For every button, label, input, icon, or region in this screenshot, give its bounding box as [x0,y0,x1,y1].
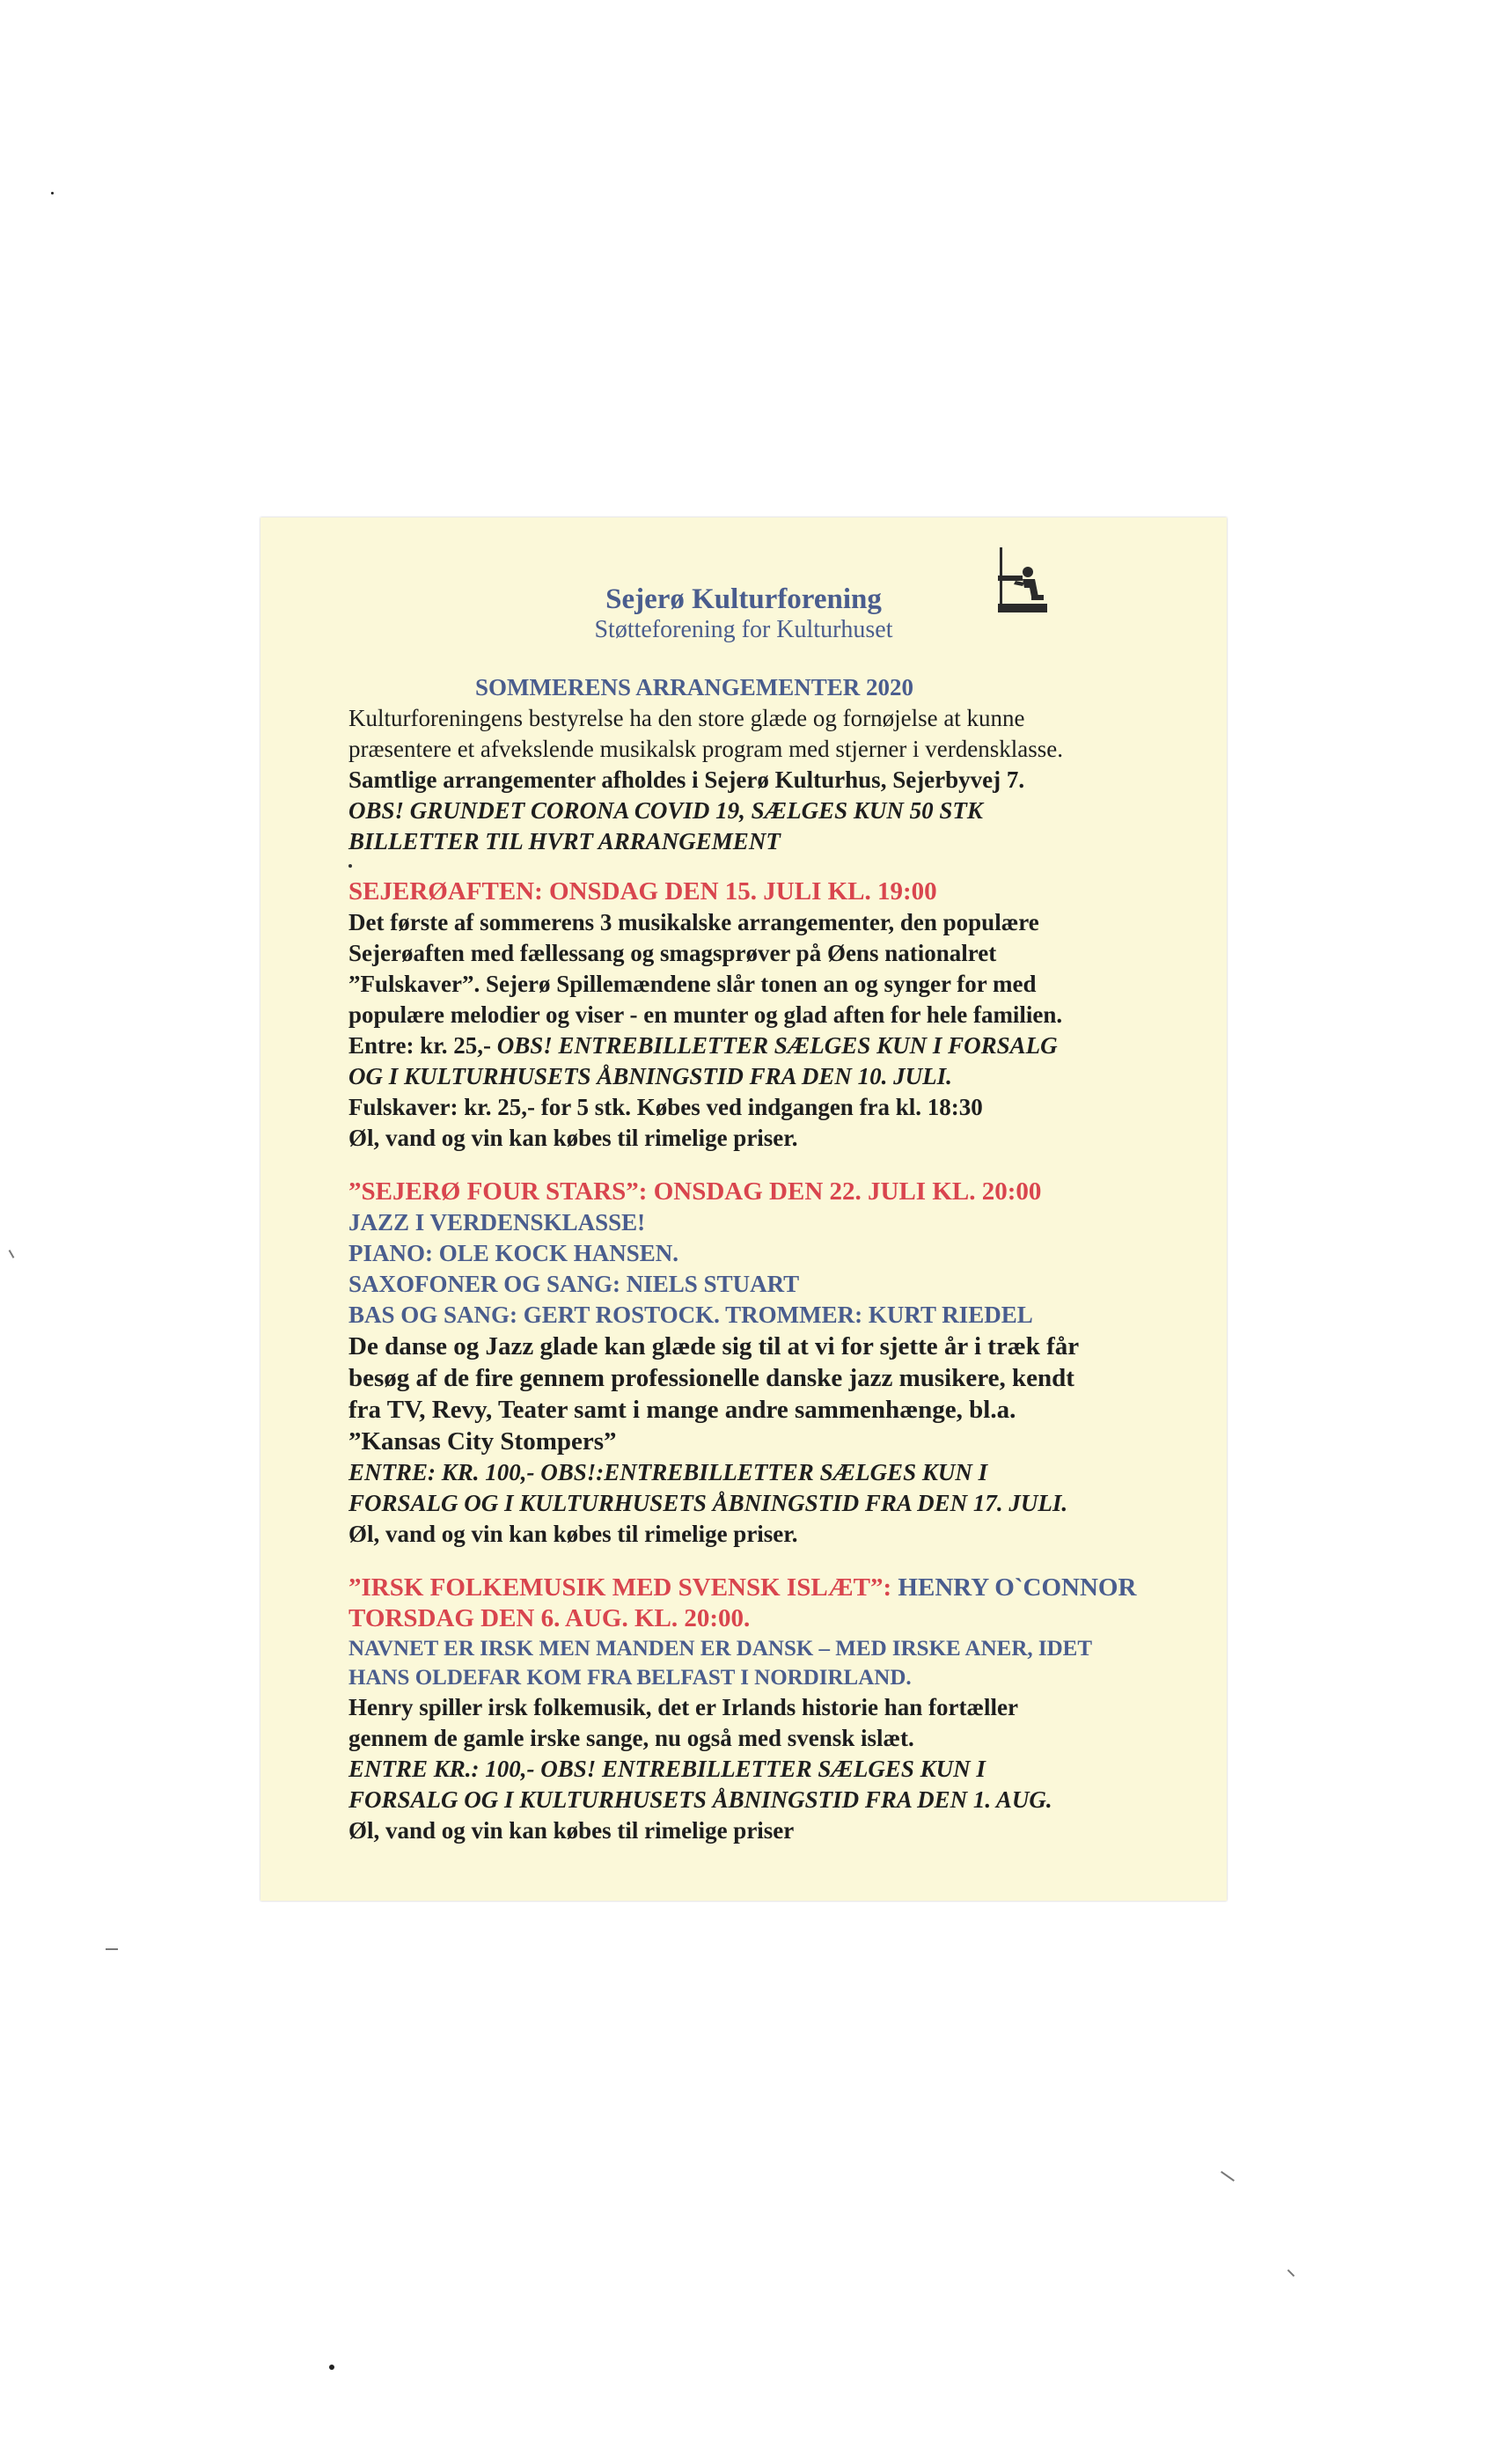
event3-ticket-notice: ENTRE KR.: 100,- OBS! ENTREBILLETTER SÆLGES KUN I [348,1756,986,1782]
event2-text: fra TV, Revy, Teater samt i mange andre sammenhænge, bl.a. [348,1396,1016,1424]
event3-ticket-notice: FORSALG OG I KULTURHUSETS ÅBNINGSTID FRA DEN 1. AUG. [348,1786,1052,1813]
event2-ticket-notice: FORSALG OG I KULTURHUSETS ÅBNINGSTID FRA DEN 17. JULI. [348,1490,1068,1516]
event2-title: ”SEJERØ FOUR STARS”: ONSDAG DEN 22. JULI KL. 20:00 [348,1177,1042,1206]
event3-subheading: HANS OLDEFAR KOM FRA BELFAST I NORDIRLAND. [348,1666,912,1690]
event3-subheading: NAVNET ER IRSK MEN MANDEN ER DANSK – MED IRSKE ANER, IDET [348,1637,1093,1661]
content [348,672,1211,1846]
event3-title [348,1573,1211,1603]
season-title: SOMMERENS ARRANGEMENTER 2020 [475,674,914,700]
event1-title: SEJERØAFTEN: ONSDAG DEN 15. JULI KL. 19:00 [348,877,937,906]
event1-text: Det første af sommerens 3 musikalske arrangementer, den populære [348,909,1039,935]
scan-mark [1287,2270,1294,2277]
divider-dot [348,857,1211,876]
event2-text: besøg af de fire gennem professionelle danske jazz musikere, kendt [348,1364,1074,1392]
event1-text: populære melodier og viser - en munter og glad aften for hele familien. [348,1001,1063,1028]
scan-speck [51,192,54,194]
intro-line: Kulturforeningens bestyrelse ha den store glæde og fornøjelse at kunne [348,705,1025,731]
event1-price: Entre: kr. 25,- [348,1032,497,1059]
scan-mark [106,1948,118,1950]
intro-line: præsentere et afvekslende musikalsk program med stjerner i verdensklasse. [348,736,1063,762]
event1-ticket-notice: OG I KULTURHUSETS ÅBNINGSTID FRA DEN 10. JULI. [348,1063,952,1089]
event2-ticket-notice: ENTRE: KR. 100,- OBS!:ENTREBILLETTER SÆLGES KUN I [348,1459,988,1485]
event1-text: Fulskaver: kr. 25,- for 5 stk. Købes ved indgangen fra kl. 18:30 [348,1094,983,1120]
scan-mark [9,1250,15,1258]
event1-ticket-notice: OBS! ENTREBILLETTER SÆLGES KUN I FORSALG [496,1032,1058,1059]
event3-text: Øl, vand og vin kan købes til rimelige priser [348,1817,795,1844]
intro-venue: Samtlige arrangementer afholdes i Sejerø Kulturhus, Sejerbyvej 7. [348,766,1025,793]
event3-text: Henry spiller irsk folkemusik, det er Irlands historie han fortæller [348,1694,1018,1720]
intro-notice: OBS! GRUNDET CORONA COVID 19, SÆLGES KUN 50 STK [348,797,983,824]
event3-title-red: ”IRSK FOLKEMUSIK MED SVENSK ISLÆT”: [348,1573,898,1602]
scan-speck [329,2365,334,2370]
event2-text: De danse og Jazz glade kan glæde sig til at vi for sjette år i træk får [348,1332,1080,1360]
event2-subheading: SAXOFONER OG SANG: NIELS STUART [348,1271,800,1297]
flyer [260,517,1227,1901]
event3-title-artist: HENRY O`CONNOR [898,1573,1137,1602]
event3-date: TORSDAG DEN 6. AUG. KL. 20:00. [348,1604,751,1632]
org-name: Sejerø Kulturforening [605,583,882,615]
event1-text: Øl, vand og vin kan købes til rimelige priser. [348,1125,798,1151]
event2-subheading: JAZZ I VERDENSKLASSE! [348,1209,646,1236]
header [260,583,1227,644]
event2-subheading: BAS OG SANG: GERT ROSTOCK. TROMMER: KURT RIEDEL [348,1302,1033,1328]
org-subtitle: Støtteforening for Kulturhuset [594,616,893,643]
scan-mark [1221,2171,1235,2182]
event1-ticket-line [348,1030,1211,1061]
event1-text: Sejerøaften med fællessang og smagsprøver på Øens nationalret [348,940,997,966]
event2-text: ”Kansas City Stompers” [348,1427,617,1456]
event2-subheading: PIANO: OLE KOCK HANSEN. [348,1240,679,1266]
event3-text: gennem de gamle irske sange, nu også med svensk islæt. [348,1725,914,1751]
event1-text: ”Fulskaver”. Sejerø Spillemændene slår tonen an og synger for med [348,971,1037,997]
event2-text: Øl, vand og vin kan købes til rimelige priser. [348,1521,798,1547]
intro-notice: BILLETTER TIL HVRT ARRANGEMENT [348,828,781,854]
